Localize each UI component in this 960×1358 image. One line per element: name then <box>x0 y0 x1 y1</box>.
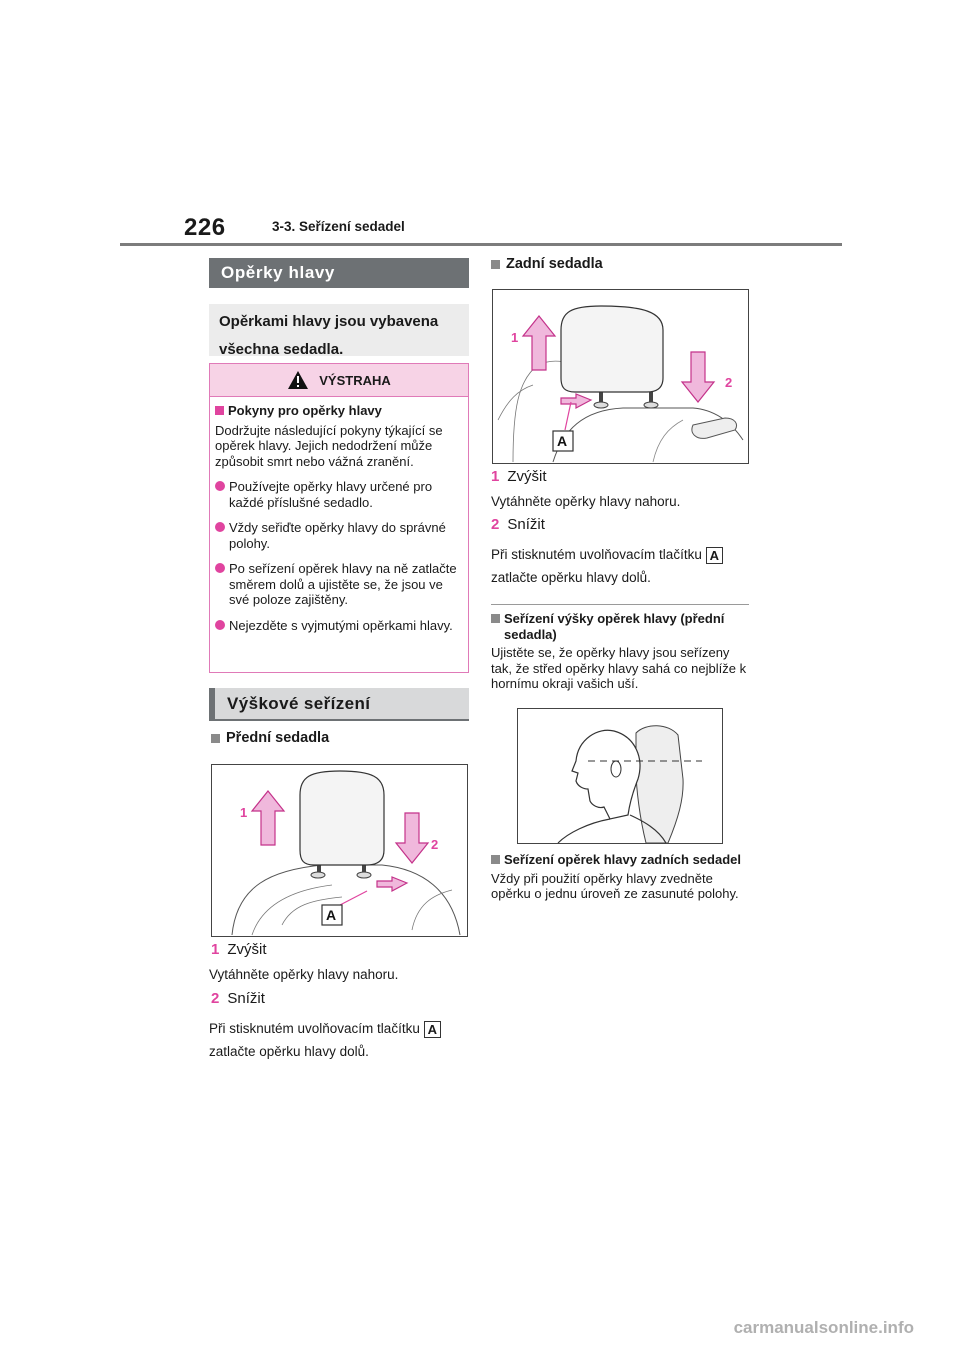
square-bullet-icon <box>215 406 224 415</box>
note-title: Seřízení opěrek hlavy zadních sedadel <box>504 852 741 867</box>
figure-label-2: 2 <box>431 837 439 852</box>
lower-arrow <box>396 813 428 863</box>
rear-step-1: 1 Zvýšit <box>491 468 547 485</box>
rear-step-2-text-b: zatlačte opěrku hlavy dolů. <box>491 570 651 585</box>
chapter-title: 3-3. Seřízení sedadel <box>272 219 405 234</box>
figure-label-2: 2 <box>725 375 733 390</box>
front-step-1: 1 Zvýšit <box>211 941 267 958</box>
warning-bullet: Vždy seřiďte opěrky hlavy do správné polohy. <box>215 520 463 551</box>
square-bullet-icon <box>491 260 500 269</box>
square-bullet-icon <box>491 614 500 623</box>
square-bullet-icon <box>491 855 500 864</box>
figure-label-a: A <box>326 907 337 923</box>
divider <box>491 604 749 605</box>
release-button-arrow <box>377 877 407 891</box>
head-position-illustration <box>518 709 722 843</box>
section-title-height-adjustment: Výškové seřízení <box>209 688 469 721</box>
warning-box <box>209 363 469 673</box>
warning-title: VÝSTRAHA <box>319 372 391 388</box>
warning-text: Dodržujte následující pokyny týkající se opěrek hlavy. Jejich nedodržení může způsobit smrt nebo vážná zranění. <box>215 422 443 469</box>
raise-arrow <box>523 316 555 370</box>
raise-arrow <box>252 791 284 845</box>
rear-step-1-text: Vytáhněte opěrky hlavy nahoru. <box>491 494 681 509</box>
warning-header <box>210 364 468 397</box>
bullet-dot-icon <box>215 563 225 573</box>
release-button-arrow <box>561 394 591 408</box>
page-number: 226 <box>184 214 226 241</box>
rear-step-2: 2 Snížit <box>491 516 545 533</box>
note-title: Seřízení výšky opěrek hlavy (přední sedadla) <box>504 611 725 642</box>
front-step-1-text: Vytáhněte opěrky hlavy nahoru. <box>209 967 399 982</box>
front-step-2: 2 Snížit <box>211 990 265 1007</box>
bullet-dot-icon <box>215 522 225 532</box>
note-front-height <box>491 611 749 692</box>
warning-bullet: Nejezděte s vyjmutými opěrkami hlavy. <box>215 618 463 634</box>
header-rule <box>120 243 842 246</box>
release-button-tag: A <box>706 547 723 564</box>
front-headrest-illustration <box>212 765 467 936</box>
intro-text: Opěrkami hlavy jsou vybavena všechna sedadla. <box>209 304 469 356</box>
rear-headrest-illustration <box>493 290 748 463</box>
front-seats-heading: Přední sedadla <box>211 730 329 746</box>
rear-headrest-figure <box>492 289 749 464</box>
note-text: Vždy při použití opěrky hlavy zvedněte opěrku o jednu úroveň ze zasunuté polohy. <box>491 870 739 901</box>
figure-label-1: 1 <box>511 330 519 345</box>
note-text: Ujistěte se, že opěrky hlavy jsou seřízeny tak, že střed opěrky hlavy sahá co nejblíže k hornímu okraji vašich uší. <box>491 645 747 691</box>
front-step-2-text: Při stisknutém uvolňovacím tlačítku A <box>209 1021 441 1038</box>
front-step-2-text-b: zatlačte opěrku hlavy dolů. <box>209 1044 369 1059</box>
bullet-dot-icon <box>215 620 225 630</box>
rear-seats-heading: Zadní sedadla <box>491 256 603 272</box>
rear-step-2-text: Při stisknutém uvolňovacím tlačítku A <box>491 547 723 564</box>
lower-arrow <box>682 352 714 402</box>
figure-label-1: 1 <box>240 805 248 820</box>
bullet-dot-icon <box>215 481 225 491</box>
warning-subtitle: Pokyny pro opěrky hlavy <box>215 403 463 419</box>
figure-label-a: A <box>557 433 568 449</box>
warning-icon <box>287 370 309 390</box>
front-headrest-figure <box>211 764 468 937</box>
square-bullet-icon <box>211 734 220 743</box>
warning-bullet: Používejte opěrky hlavy určené pro každé příslušné sedadlo. <box>215 479 463 510</box>
head-position-figure <box>517 708 723 844</box>
note-rear-headrests <box>491 852 749 902</box>
section-title-headrests: Opěrky hlavy <box>209 258 469 288</box>
warning-bullet: Po seřízení opěrek hlavy na ně zatlačte směrem dolů a ujistěte se, že jsou ve své poloze zajištěny. <box>215 561 463 608</box>
release-button-tag: A <box>424 1021 441 1038</box>
watermark: carmanualsonline.info <box>733 1318 914 1337</box>
